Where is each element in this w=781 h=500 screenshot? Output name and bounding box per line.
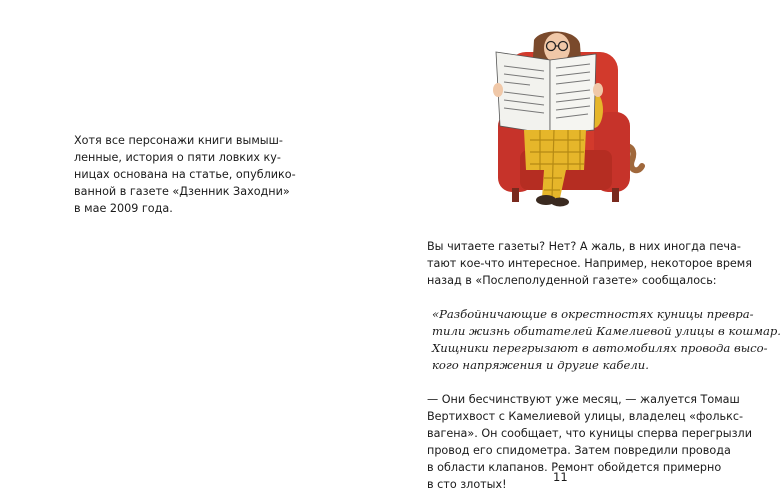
text-line: назад в «Послеполуденной газете» сообщалось: [427, 274, 717, 287]
newspaper-quote [427, 306, 781, 374]
quote-line: кого напряжения и другие кабели. [432, 358, 649, 372]
text-line: вагена». Он сообщает, что куницы сперва перегрызли [427, 427, 752, 440]
left-page-note [74, 132, 296, 217]
quote-line: тили жизнь обитателей Камелиевой улицы в кошмар. [432, 324, 781, 338]
quote-line: Хищники перегрызают в автомобилях провода высо- [432, 341, 768, 355]
right-page-text [427, 238, 781, 493]
note-line: в мае 2009 года. [74, 202, 173, 215]
note-line: Хотя все персонажи книги вымыш- [74, 134, 283, 147]
note-line: ленные, история о пяти ловких ку- [74, 151, 281, 164]
text-line: — Они бесчинствуют уже месяц, — жалуется Томаш [427, 393, 740, 406]
woman-reading-newspaper-illustration [490, 30, 660, 210]
text-line: тают кое-что интересное. Например, некоторое время [427, 257, 752, 270]
text-line: Вы читаете газеты? Нет? А жаль, в них иногда печа- [427, 240, 741, 253]
text-line: Вертихвост с Камелиевой улицы, владелец «фолькс- [427, 410, 744, 423]
text-line: провод его спидометра. Затем повредили провода [427, 444, 731, 457]
page-number: 11 [553, 470, 568, 484]
intro-paragraph [427, 238, 752, 289]
text-line: в сто злотых! [427, 478, 507, 491]
text-line: в области клапанов. Ремонт обойдется примерно [427, 461, 722, 474]
quote-line: «Разбойничающие в окрестностях куницы превра- [432, 307, 754, 321]
note-line: ницах основана на статье, опублико- [74, 168, 296, 181]
note-line: ванной в газете «Дзенник Заходни» [74, 185, 290, 198]
